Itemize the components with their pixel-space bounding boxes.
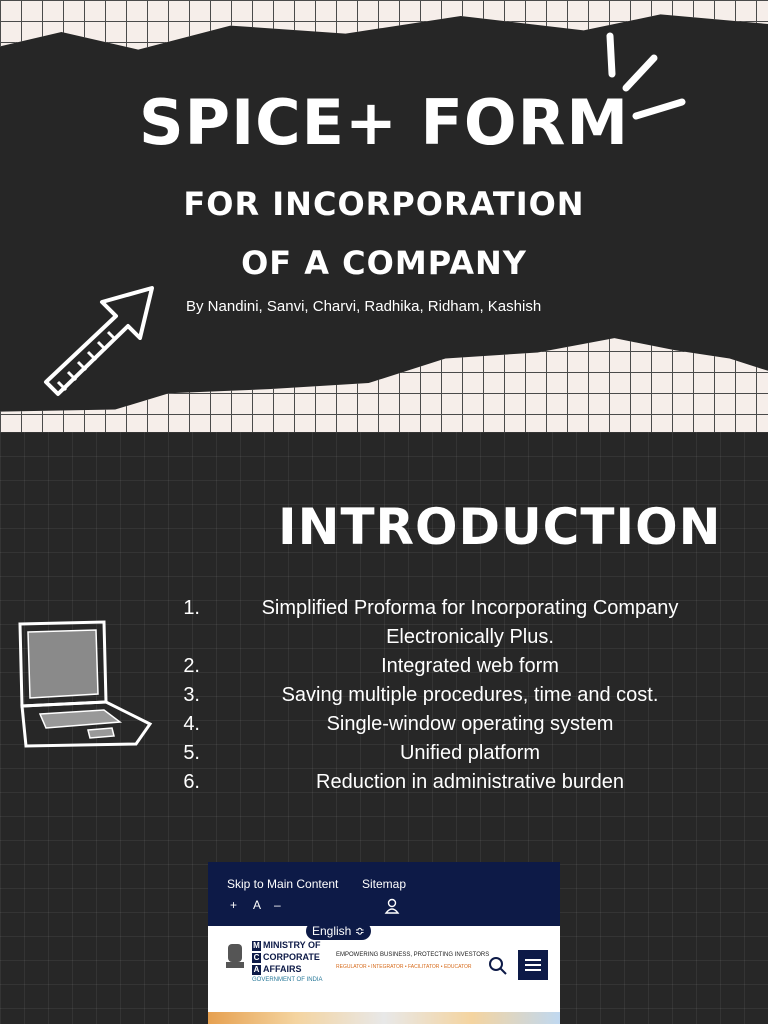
- mca-logo: M MINISTRY OF C CORPORATE A AFFAIRS: [253, 940, 321, 974]
- tagline-roles: REGULATOR • INTEGRATOR • FACILITATOR • EDUCATOR: [336, 964, 472, 970]
- skip-to-content-link[interactable]: Skip to Main Content: [227, 877, 339, 891]
- authors: By Nandini, Sanvi, Charvi, Radhika, Ridham, Kashish: [186, 298, 542, 315]
- slide-title: SPICE+ FORM: [138, 86, 630, 159]
- sitemap-link[interactable]: Sitemap: [362, 877, 407, 891]
- search-icon[interactable]: [488, 956, 508, 976]
- hamburger-menu-button[interactable]: [518, 950, 548, 980]
- slide-subtitle-line2: OF A COMPANY: [241, 244, 527, 282]
- government-label: GOVERNMENT OF INDIA: [252, 977, 323, 983]
- website-top-bar: [208, 862, 560, 926]
- mca-website-screenshot: [208, 862, 560, 1024]
- list-item: 6. Reduction in administrative burden: [183, 771, 624, 793]
- font-normal-button[interactable]: A: [253, 898, 262, 912]
- tagline: EMPOWERING BUSINESS, PROTECTING INVESTORS: [336, 952, 490, 958]
- laptop-icon: [16, 620, 154, 748]
- user-icon[interactable]: [384, 898, 400, 914]
- introduction-title: INTRODUCTION: [278, 498, 722, 556]
- slide-subtitle-line1: FOR INCORPORATION: [183, 185, 585, 223]
- font-increase-button[interactable]: +: [230, 898, 238, 912]
- arrow-icon: [38, 282, 162, 406]
- list-item: 3. Saving multiple procedures, time and cost.: [183, 684, 659, 706]
- introduction-list: [160, 594, 720, 797]
- list-item: 4. Single-window operating system: [183, 713, 614, 735]
- list-item: 2. Integrated web form: [183, 655, 559, 677]
- emblem-icon: [222, 938, 248, 976]
- list-item: 1. Simplified Proforma for Incorporating Company Electronically Plus.: [183, 597, 679, 648]
- list-item: 5. Unified platform: [183, 742, 541, 764]
- banner-strip: [208, 1012, 560, 1024]
- language-selector[interactable]: English ≎: [306, 922, 371, 940]
- title-slide: [0, 0, 768, 432]
- font-decrease-button[interactable]: –: [274, 898, 281, 912]
